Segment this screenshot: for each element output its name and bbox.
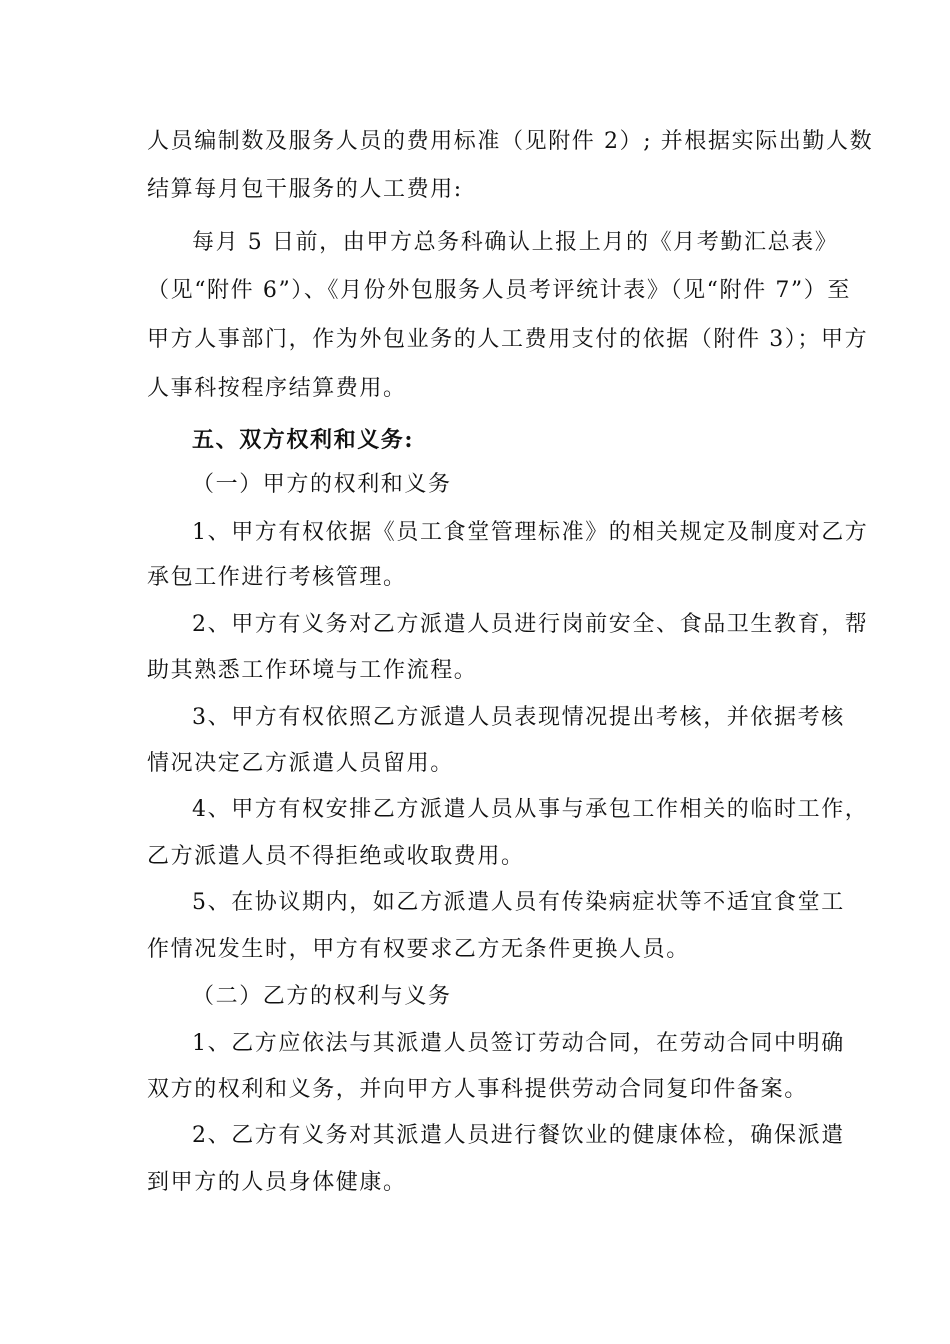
body-text-line: 甲方人事部门，作为外包业务的人工费用支付的依据（附件 3）；甲方 xyxy=(147,327,869,352)
clause-first-line: 1、甲方有权依据《员工食堂管理标准》的相关规定及制度对乙方 xyxy=(192,520,869,545)
body-text-line: 承包工作进行考核管理。 xyxy=(147,565,407,590)
body-text-line: 助其熟悉工作环境与工作流程。 xyxy=(147,658,478,683)
body-text-line: 乙方派遣人员不得拒绝或收取费用。 xyxy=(147,844,525,869)
subsection-heading: （二）乙方的权利与义务 xyxy=(192,984,452,1009)
clause-first-line: 3、甲方有权依照乙方派遣人员表现情况提出考核，并依据考核 xyxy=(192,705,845,730)
clause-first-line: 1、乙方应依法与其派遣人员签订劳动合同，在劳动合同中明确 xyxy=(192,1031,845,1056)
clause-first-line: 2、乙方有义务对其派遣人员进行餐饮业的健康体检，确保派遣 xyxy=(192,1123,845,1148)
clause-first-line: 5、在协议期内，如乙方派遣人员有传染病症状等不适宜食堂工 xyxy=(192,890,845,915)
body-text-line: 人员编制数及服务人员的费用标准（见附件 2）; 并根据实际出勤人数 xyxy=(147,129,874,154)
body-text-line: 双方的权利和义务，并向甲方人事科提供劳动合同复印件备案。 xyxy=(147,1077,808,1102)
body-text-line: 到甲方的人员身体健康。 xyxy=(147,1170,407,1195)
body-text-line: 情况决定乙方派遣人员留用。 xyxy=(147,751,454,776)
body-text-line: 作情况发生时，甲方有权要求乙方无条件更换人员。 xyxy=(147,937,690,962)
body-text-line: 人事科按程序结算费用。 xyxy=(147,376,407,401)
body-text-line: 结算每月包干服务的人工费用: xyxy=(147,177,463,202)
clause-first-line: 4、甲方有权安排乙方派遣人员从事与承包工作相关的临时工作， xyxy=(192,797,869,822)
section-heading: 五、双方权利和义务: xyxy=(192,427,415,453)
body-text-line: （见“附件 6”）、《月份外包服务人员考评统计表》（见“附件 7”）至 xyxy=(147,278,851,303)
clause-first-line: 2、甲方有义务对乙方派遣人员进行岗前安全、食品卫生教育，帮 xyxy=(192,612,869,637)
subsection-heading: （一）甲方的权利和义务 xyxy=(192,472,452,497)
paragraph-first-line: 每月 5 日前，由甲方总务科确认上报上月的《月考勤汇总表》 xyxy=(192,230,839,255)
